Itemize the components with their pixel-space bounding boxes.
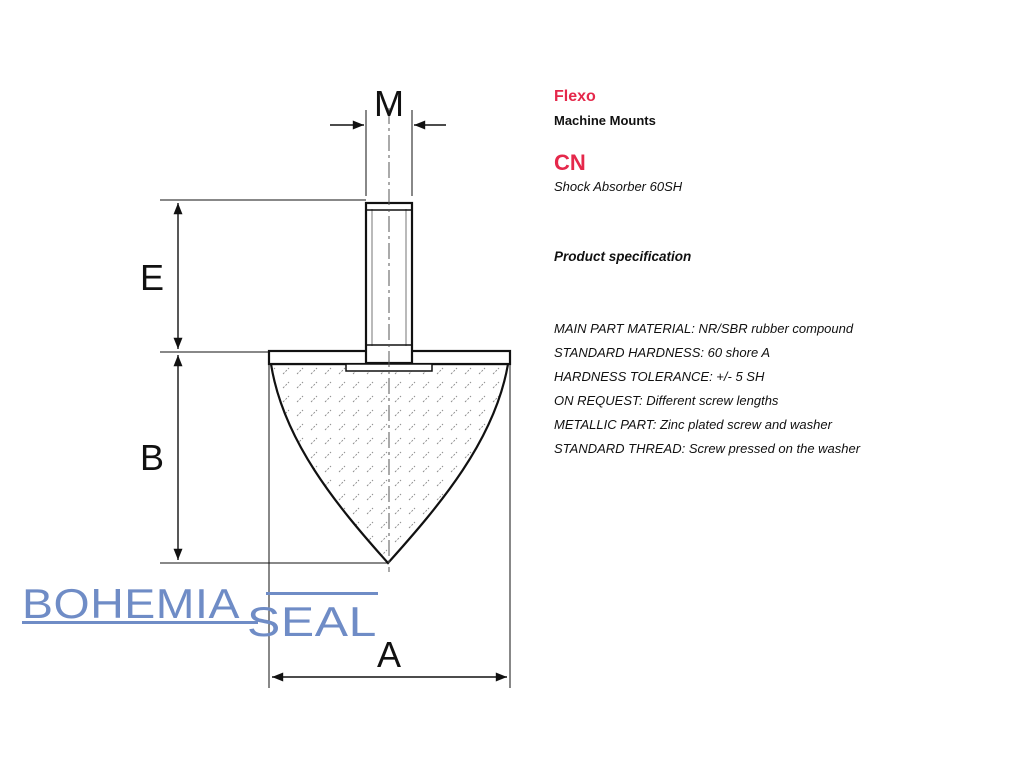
spec-item: ON REQUEST: Different screw lengths	[554, 393, 779, 408]
dimension-label-e: E	[139, 257, 165, 298]
dimension-label-m: M	[374, 83, 404, 124]
logo-text-seal: SEAL	[247, 598, 377, 645]
spec-item: MAIN PART MATERIAL: NR/SBR rubber compound	[554, 321, 854, 336]
spec-list	[554, 317, 860, 461]
brand-name: Flexo	[554, 88, 596, 105]
spec-item: METALLIC PART: Zinc plated screw and washer	[554, 417, 832, 432]
dimension-label-b: B	[139, 437, 165, 478]
spec-item: STANDARD THREAD: Screw pressed on the washer	[554, 441, 861, 456]
product-code: CN	[554, 150, 586, 175]
category-name: Machine Mounts	[554, 113, 656, 128]
product-name: Shock Absorber 60SH	[554, 179, 683, 194]
logo-text-bohemia: BOHEMIA	[22, 580, 241, 627]
dimension-label-a: A	[376, 634, 402, 675]
spec-item: HARDNESS TOLERANCE: +/- 5 SH	[554, 369, 765, 384]
bohemia-seal-logo	[22, 580, 378, 645]
spec-item: STANDARD HARDNESS: 60 shore A	[554, 345, 771, 360]
spec-title: Product specification	[554, 249, 692, 264]
